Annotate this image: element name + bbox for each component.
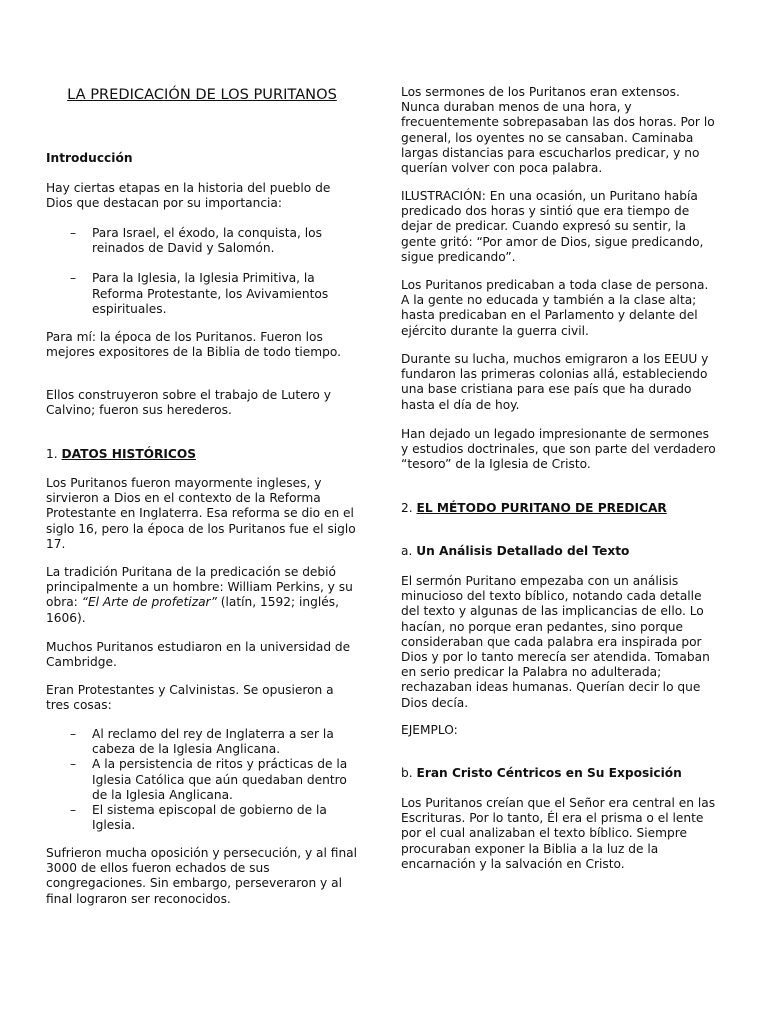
section-2-number: 2. (401, 501, 413, 515)
section-2-title: EL MÉTODO PURITANO DE PREDICAR (416, 501, 667, 515)
intro-paragraph-1: Hay ciertas etapas en la historia del pueblo de Dios que destacan por su importancia: (46, 181, 331, 211)
subsection-b-heading (401, 766, 719, 781)
list-item: – Para Israel, el éxodo, la conquista, los reinados de David y Salomón. (46, 226, 358, 256)
right-paragraph-4: Durante su lucha, muchos emigraron a los EEUU y fundaron las primeras colonias allá, estableciendo una base cristiana para ese país que ha durado hasta el día de hoy. (401, 352, 709, 412)
intro-paragraph-2: Para mí: la época de los Puritanos. Fueron los mejores expositores de la Biblia de todo tiempo. (46, 330, 342, 360)
section-1-paragraph-5: Sufrieron mucha oposición y persecución, y al final 3000 de ellos fueron echados de sus congregaciones. Sin embargo, perseveraron y al final lograron ser reconocidos. (46, 846, 358, 906)
right-paragraph-5: Han dejado un legado impresionante de sermones y estudios doctrinales, que son parte del verdadero “tesoro” de la Iglesia de Cristo. (401, 427, 716, 472)
subsection-a-paragraph: El sermón Puritano empezaba con un análisis minucioso del texto bíblico, notando cada detalle del texto y algunas de las implicancias de ello. Lo hacían, no porque eran pedantes, sino porque consideraban que cada palabra era inspirada por Dios y por lo tanto merecía ser atendida. Tomaban en serio predicar la Palabra no adulterada; rechazaban ideas humanas. Querían decir lo que Dios decía. (401, 574, 710, 710)
section-1-paragraph-1: Los Puritanos fueron mayormente ingleses, y sirvieron a Dios en el contexto de la Reforma Protestante en Inglaterra. Esa reforma se dio en el siglo 16, pero la época de los Puritanos fue el siglo 17. (46, 476, 356, 551)
subsection-a-title: Un Análisis Detallado del Texto (416, 544, 630, 558)
illustration-paragraph: ILUSTRACIÓN: En una ocasión, un Puritano había predicado dos horas y sintió que era tiempo de dejar de predicar. Cuando expresó su sentir, la gente gritó: “Por amor de Dios, sigue predicando, sigue predicando”. (401, 189, 704, 264)
text-run: La tradición Puritana de la predicación se debió principalmente a un hombre: William Perkins, y su obra: (46, 565, 353, 610)
subsection-a-letter: a. (401, 544, 413, 558)
opposition-list (46, 727, 358, 833)
section-2-heading (401, 501, 719, 516)
subsection-b-title: Eran Cristo Céntricos en Su Exposición (416, 766, 682, 780)
list-item: – El sistema episcopal de gobierno de la Iglesia. (46, 803, 358, 833)
list-item: – A la persistencia de ritos y prácticas de la Iglesia Católica que aún quedaban dentro de la Iglesia Anglicana. (46, 757, 358, 803)
subsection-a-heading (401, 544, 719, 559)
section-1-heading (46, 447, 358, 462)
list-item: – Para la Iglesia, la Iglesia Primitiva, la Reforma Protestante, los Avivamientos espirituales. (46, 271, 358, 317)
intro-paragraph-3: Ellos construyeron sobre el trabajo de Lutero y Calvino; fueron sus herederos. (46, 388, 331, 418)
section-1-number: 1. (46, 447, 58, 461)
subsection-b-letter: b. (401, 766, 413, 780)
intro-heading: Introducción (46, 151, 133, 165)
section-1-title: DATOS HISTÓRICOS (61, 447, 196, 461)
example-label: EJEMPLO: (401, 723, 458, 737)
right-paragraph-1: Los sermones de los Puritanos eran extensos. Nunca duraban menos de una hora, y frecuentemente sobrepasaban las dos horas. Por lo general, los oyentes no se cansaban. Caminaba largas distancias para escucharlos predicar, y no querían volver con poca palabra. (401, 85, 715, 176)
document-title: LA PREDICACIÓN DE LOS PURITANOS (67, 86, 337, 103)
section-1-paragraph-2 (46, 565, 358, 626)
text-run: (latín, 1592; inglés, 1606). (46, 595, 339, 625)
list-item: – Al reclamo del rey de Inglaterra a ser la cabeza de la Iglesia Anglicana. (46, 727, 358, 757)
section-1-paragraph-3: Muchos Puritanos estudiaron en la universidad de Cambridge. (46, 640, 351, 670)
section-1-paragraph-4: Eran Protestantes y Calvinistas. Se opusieron a tres cosas: (46, 683, 334, 713)
book-title: “El Arte de profetizar” (81, 595, 217, 610)
intro-list (46, 226, 358, 317)
subsection-b-paragraph: Los Puritanos creían que el Señor era central en las Escrituras. Por lo tanto, Él era el prisma o el lente por el cual analizaban el texto bíblico. Siempre procuraban exponer la Biblia a la luz de la encarnación y la salvación en Cristo. (401, 796, 716, 871)
right-paragraph-3: Los Puritanos predicaban a toda clase de persona. A la gente no educada y también a la clase alta; hasta predicaban en el Parlamento y delante del ejército durante la guerra civil. (401, 278, 709, 338)
